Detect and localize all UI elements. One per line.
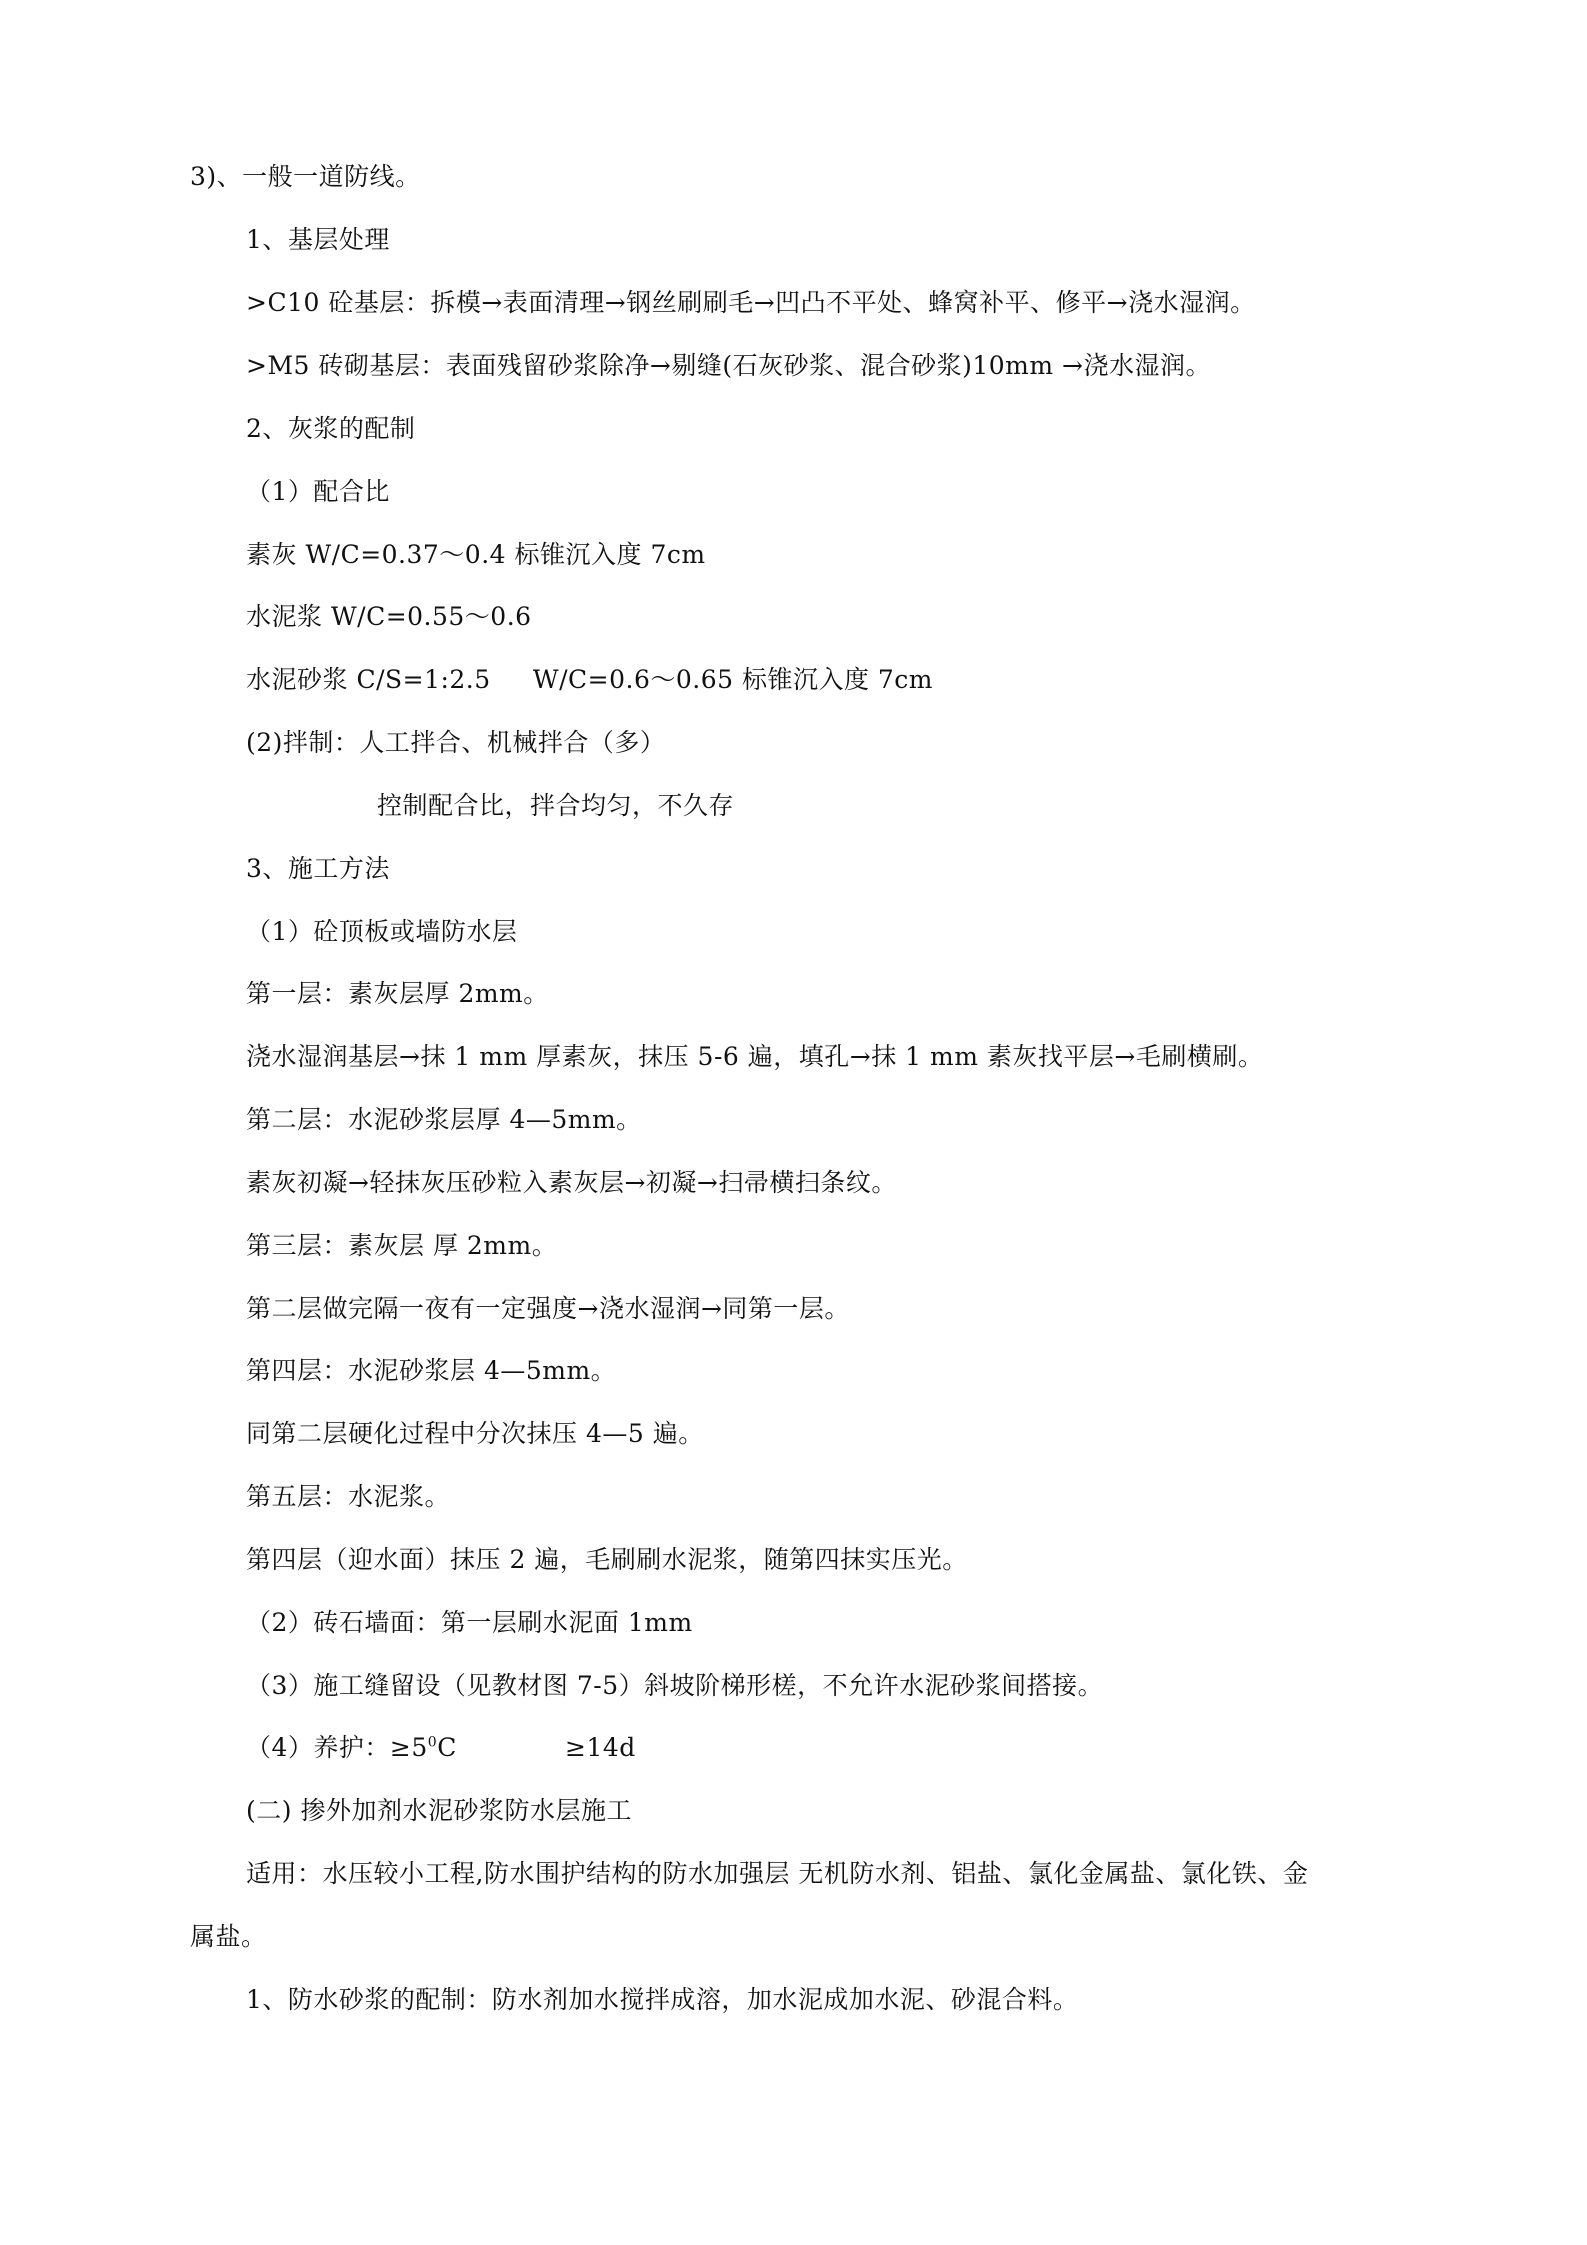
heading-3: 3)、一般一道防线。 xyxy=(190,162,421,191)
text-line: 素灰初凝→轻抹灰压砂粒入素灰层→初凝→扫帚横扫条纹。 xyxy=(246,1168,897,1197)
text-line: >M5 砖砌基层：表面残留砂浆除净→剔缝(石灰砂浆、混合砂浆)10mm →浇水湿润。 xyxy=(246,351,1211,380)
text-line: >C10 砼基层：拆模→表面清理→钢丝刷刷毛→凹凸不平处、蜂窝补平、修平→浇水湿润。 xyxy=(246,288,1256,317)
text-line: 第四层：水泥砂浆层 4—5mm。 xyxy=(246,1356,617,1385)
text-line: （3）施工缝留设（见教材图 7-5）斜坡阶梯形槎，不允许水泥砂浆间搭接。 xyxy=(246,1671,1104,1700)
text-line: 第五层：水泥浆。 xyxy=(246,1482,451,1511)
text-line: 素灰 W/C=0.37～0.4 标锥沉入度 7cm xyxy=(246,540,706,569)
text-line: 同第二层硬化过程中分次抹压 4—5 遍。 xyxy=(246,1419,704,1448)
subheading-base-treatment: 1、基层处理 xyxy=(246,225,390,254)
text-line: 第一层：素灰层厚 2mm。 xyxy=(246,979,549,1008)
superscript: 0 xyxy=(427,1734,438,1751)
mortar-prep-line: 1、防水砂浆的配制：防水剂加水搅拌成溶，加水泥成加水泥、砂混合料。 xyxy=(246,1985,1079,2014)
text-line: （2）砖石墙面：第一层刷水泥面 1mm xyxy=(246,1608,693,1637)
curing-unit: C xyxy=(437,1733,457,1762)
applicable-line-2: 属盐。 xyxy=(190,1922,267,1951)
text-line: 第三层：素灰层 厚 2mm。 xyxy=(246,1231,558,1260)
text-line: 控制配合比，拌合均匀，不久存 xyxy=(377,791,735,820)
text-line: （1）配合比 xyxy=(246,477,390,506)
subheading-method: 3、施工方法 xyxy=(246,854,390,883)
subheading-mortar: 2、灰浆的配制 xyxy=(246,414,416,443)
section-title: (二) 掺外加剂水泥砂浆防水层施工 xyxy=(246,1796,632,1825)
curing-temp: （4）养护：≥5 xyxy=(246,1733,428,1762)
text-line: （1）砼顶板或墙防水层 xyxy=(246,917,518,946)
text-line: 浇水湿润基层→抹 1 mm 厚素灰，抹压 5-6 遍，填孔→抹 1 mm 素灰找平层→毛刷横刷。 xyxy=(246,1042,1264,1071)
curing-duration: ≥14d xyxy=(565,1733,636,1762)
text-line: (2)拌制：人工拌合、机械拌合（多） xyxy=(246,728,666,757)
text-line: 第二层：水泥砂浆层厚 4—5mm。 xyxy=(246,1105,642,1134)
text-line: 第二层做完隔一夜有一定强度→浇水湿润→同第一层。 xyxy=(246,1294,850,1323)
text-line: 第四层（迎水面）抹压 2 遍，毛刷刷水泥浆，随第四抹实压光。 xyxy=(246,1545,968,1574)
curing-line xyxy=(246,1731,457,1765)
text-line: 水泥砂浆 C/S=1:2.5 W/C=0.6～0.65 标锥沉入度 7cm xyxy=(246,665,934,694)
applicable-line-1: 适用：水压较小工程,防水围护结构的防水加强层 无机防水剂、铝盐、氯化金属盐、氯化铁、金 xyxy=(246,1859,1309,1888)
text-line: 水泥浆 W/C=0.55～0.6 xyxy=(246,602,532,631)
